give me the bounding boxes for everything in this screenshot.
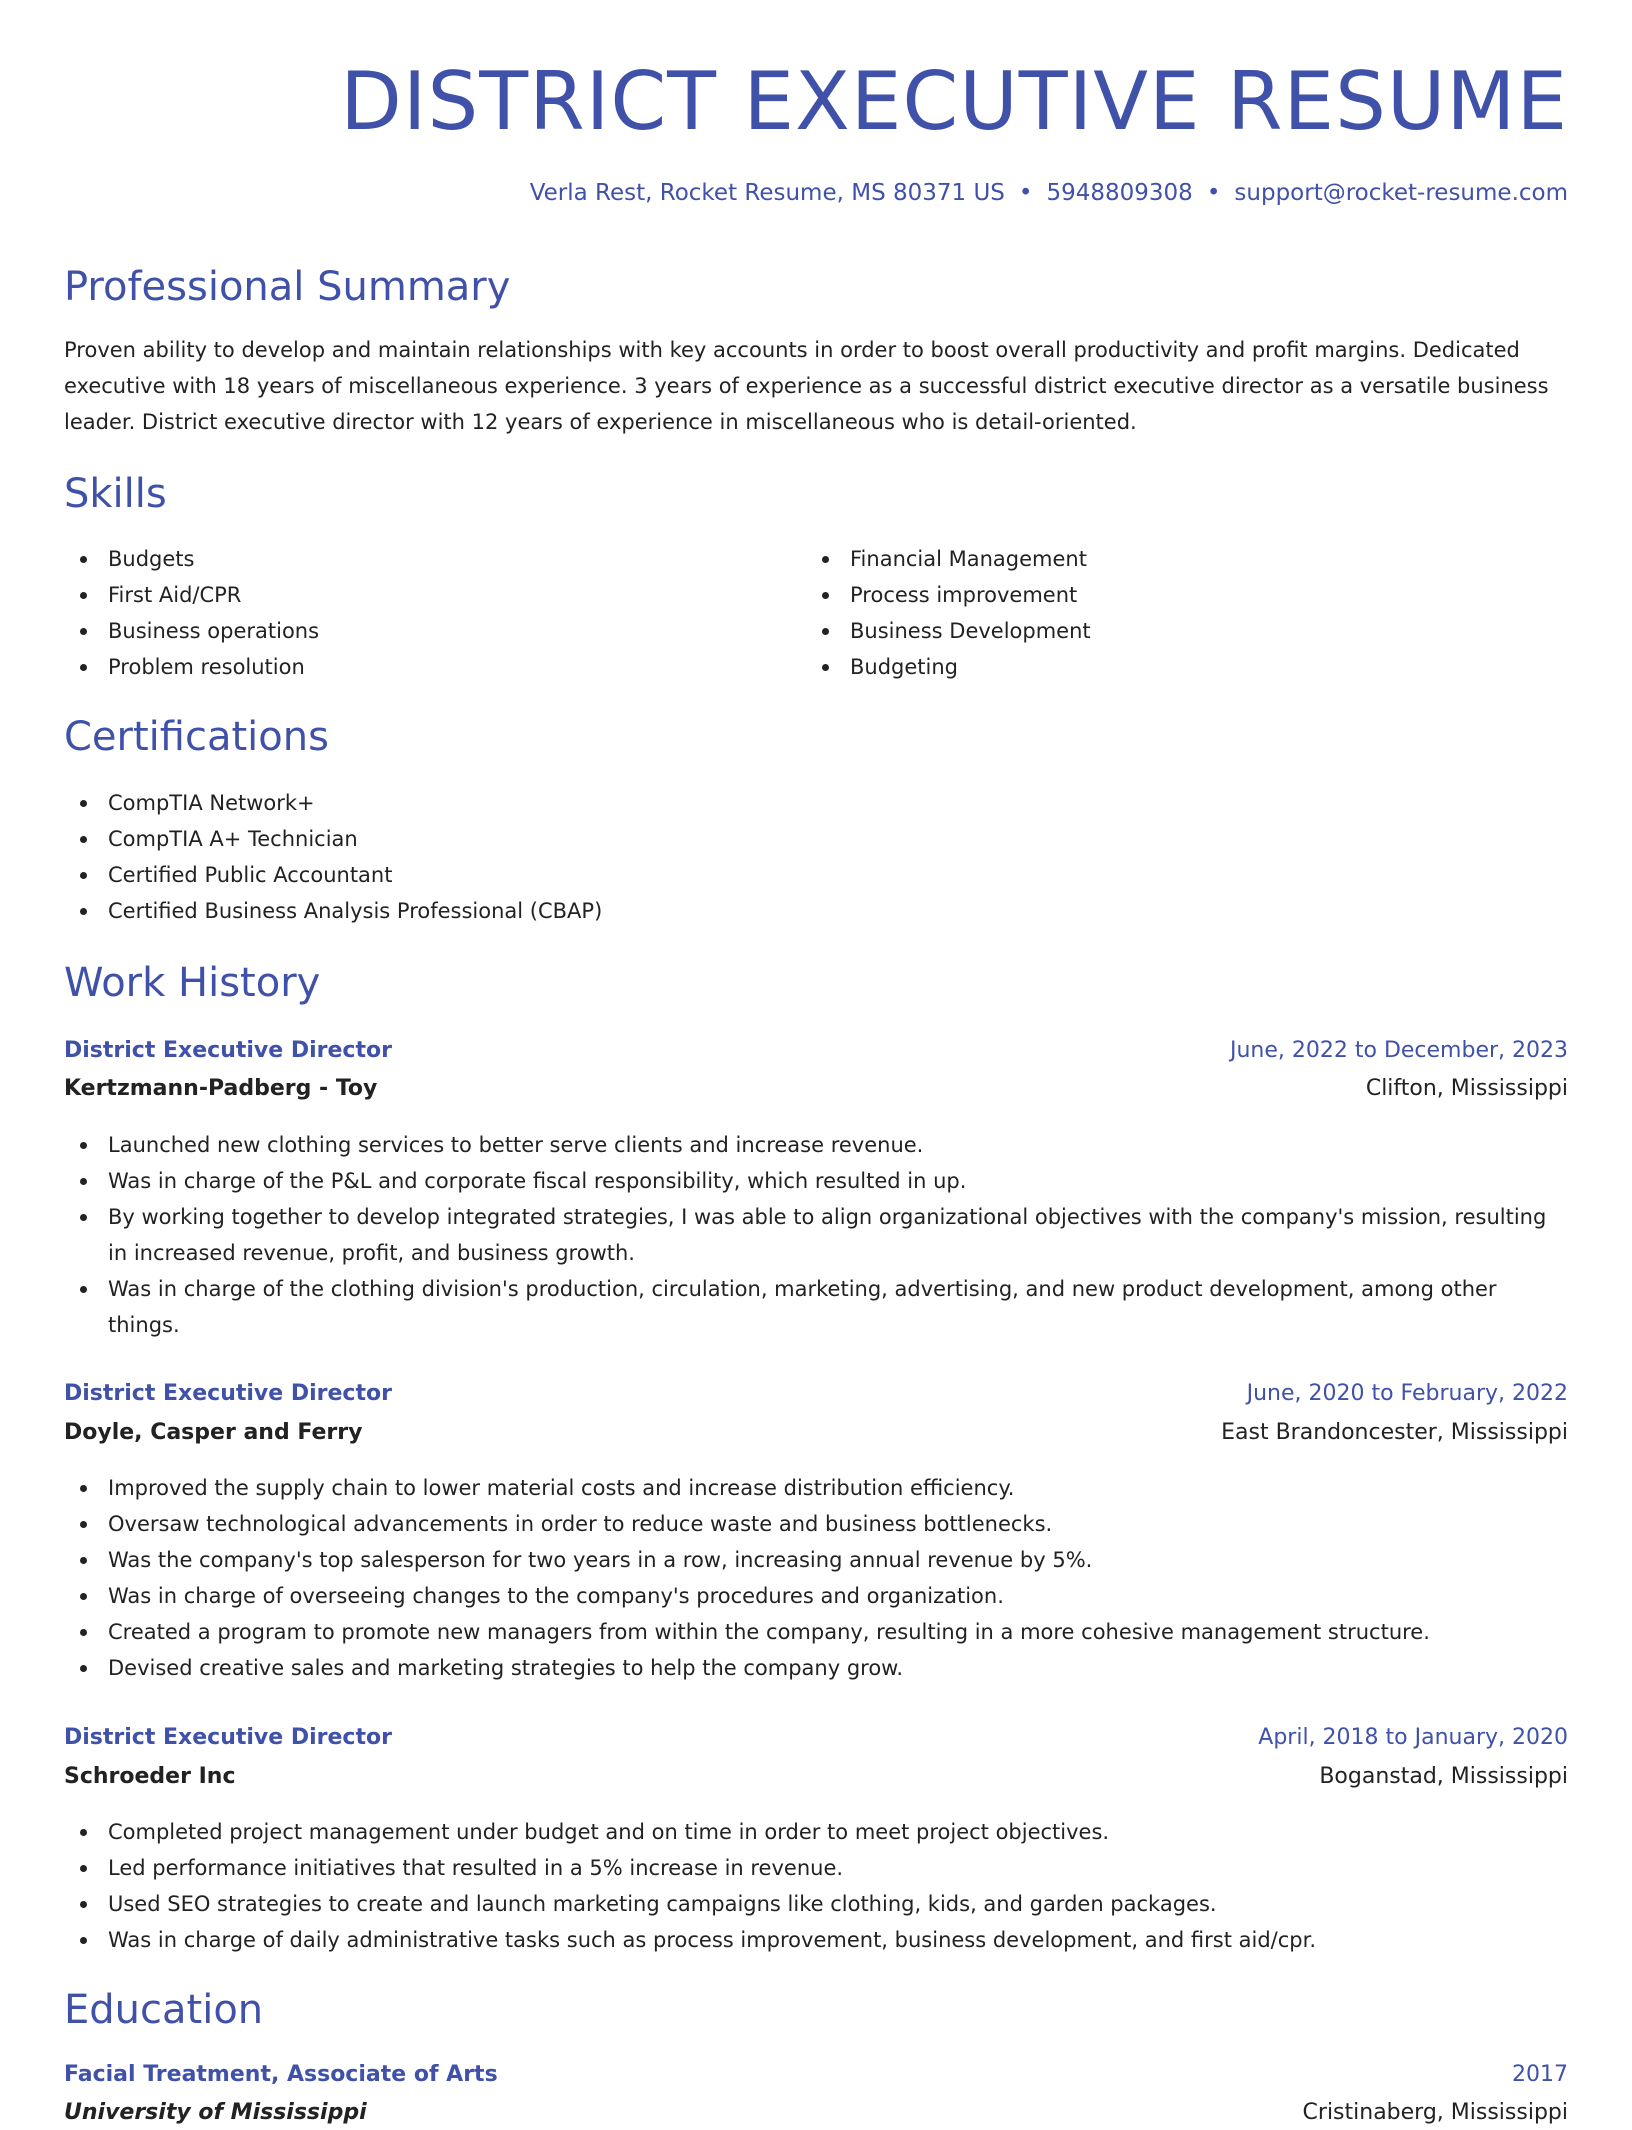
- skill-item: Business Development: [806, 613, 1506, 649]
- job-company-row: [64, 1760, 1568, 1794]
- job-bullet: Completed project management under budget and on time in order to meet project objectives.: [64, 1814, 1568, 1850]
- education-heading: Education: [64, 1987, 264, 2033]
- skills-list-left: [64, 541, 764, 685]
- work-history-heading: Work History: [64, 960, 321, 1006]
- education-degree: Facial Treatment, Associate of Arts: [64, 2062, 498, 2087]
- job-title: District Executive Director: [64, 1725, 392, 1750]
- skill-item: Process improvement: [806, 577, 1506, 613]
- job-company: Kertzmann-Padberg - Toy: [64, 1076, 378, 1101]
- job-title: District Executive Director: [64, 1381, 392, 1406]
- contact-separator: •: [1206, 180, 1221, 206]
- job-bullets: [64, 1470, 1568, 1686]
- contact-email[interactable]: support@rocket-resume.com: [1234, 180, 1568, 206]
- job-bullet: Launched new clothing services to better serve clients and increase revenue.: [64, 1127, 1568, 1163]
- skills-heading: Skills: [64, 471, 167, 517]
- contact-separator: •: [1018, 180, 1033, 206]
- certification-item: CompTIA Network+: [64, 785, 1264, 821]
- job-bullet: Was in charge of overseeing changes to the company's procedures and organization.: [64, 1578, 1568, 1614]
- education-year: 2017: [1512, 2062, 1568, 2087]
- summary-heading: Professional Summary: [64, 264, 511, 310]
- job-bullet: By working together to develop integrated strategies, I was able to align organizational objectives with the company's mission, resulting in increased revenue, profit, and business growth.: [64, 1199, 1568, 1271]
- certification-item: Certified Business Analysis Professional (CBAP): [64, 893, 1264, 929]
- job-title-row: [64, 1034, 1568, 1068]
- job-bullet: Was the company's top salesperson for two years in a row, increasing annual revenue by 5%.: [64, 1542, 1568, 1578]
- job-dates: June, 2020 to February, 2022: [1246, 1381, 1568, 1406]
- job-bullet: Used SEO strategies to create and launch marketing campaigns like clothing, kids, and garden packages.: [64, 1886, 1568, 1922]
- job-bullet: Was in charge of the clothing division's production, circulation, marketing, advertising, and new product development, among other things.: [64, 1271, 1568, 1343]
- job-company-row: [64, 1416, 1568, 1450]
- skills-list-right: [806, 541, 1506, 685]
- job-bullet: Was in charge of the P&L and corporate fiscal responsibility, which resulted in up.: [64, 1163, 1568, 1199]
- contact-phone: 5948809308: [1046, 180, 1193, 206]
- certifications-list: [64, 785, 1264, 929]
- job-bullet: Oversaw technological advancements in order to reduce waste and business bottlenecks.: [64, 1506, 1568, 1542]
- certification-item: CompTIA A+ Technician: [64, 821, 1264, 857]
- skill-item: Problem resolution: [64, 649, 764, 685]
- skill-item: Budgeting: [806, 649, 1506, 685]
- job-bullets: [64, 1814, 1568, 1958]
- job-company-row: [64, 1072, 1568, 1106]
- education-school: University of Mississippi: [64, 2100, 367, 2125]
- skill-item: First Aid/CPR: [64, 577, 764, 613]
- job-location: Clifton, Mississippi: [1365, 1076, 1568, 1101]
- resume-title: DISTRICT EXECUTIVE RESUME: [340, 55, 1568, 148]
- contact-address: Verla Rest, Rocket Resume, MS 80371 US: [529, 180, 1005, 206]
- job-bullet: Led performance initiatives that resulted in a 5% increase in revenue.: [64, 1850, 1568, 1886]
- job-title-row: [64, 1377, 1568, 1411]
- job-dates: June, 2022 to December, 2023: [1229, 1038, 1568, 1063]
- job-company: Doyle, Casper and Ferry: [64, 1420, 363, 1445]
- job-title-row: [64, 1721, 1568, 1755]
- job-bullet: Devised creative sales and marketing strategies to help the company grow.: [64, 1650, 1568, 1686]
- skill-item: Budgets: [64, 541, 764, 577]
- skill-item: Business operations: [64, 613, 764, 649]
- education-location: Cristinaberg, Mississippi: [1302, 2100, 1568, 2125]
- contact-line: [64, 178, 1568, 208]
- education-school-row: [64, 2096, 1568, 2130]
- certification-item: Certified Public Accountant: [64, 857, 1264, 893]
- job-bullet: Created a program to promote new managers from within the company, resulting in a more cohesive management structure.: [64, 1614, 1568, 1650]
- summary-text: Proven ability to develop and maintain relationships with key accounts in order to boost overall productivity and profit margins. Dedicated executive with 18 years of miscellaneous experience. 3 years of experience as a successful district executive director as a versatile business leader. District executive director with 12 years of experience in miscellaneous who is detail-oriented.: [64, 338, 1549, 434]
- skill-item: Financial Management: [806, 541, 1506, 577]
- job-bullet: Was in charge of daily administrative tasks such as process improvement, business development, and first aid/cpr.: [64, 1922, 1568, 1958]
- job-bullets: [64, 1127, 1568, 1343]
- job-company: Schroeder Inc: [64, 1764, 236, 1789]
- job-bullet: Improved the supply chain to lower material costs and increase distribution efficiency.: [64, 1470, 1568, 1506]
- job-location: Boganstad, Mississippi: [1319, 1764, 1568, 1789]
- education-degree-row: [64, 2058, 1568, 2092]
- job-title: District Executive Director: [64, 1038, 392, 1063]
- certifications-heading: Certifications: [64, 714, 329, 760]
- job-location: East Brandoncester, Mississippi: [1221, 1420, 1568, 1445]
- job-dates: April, 2018 to January, 2020: [1258, 1725, 1568, 1750]
